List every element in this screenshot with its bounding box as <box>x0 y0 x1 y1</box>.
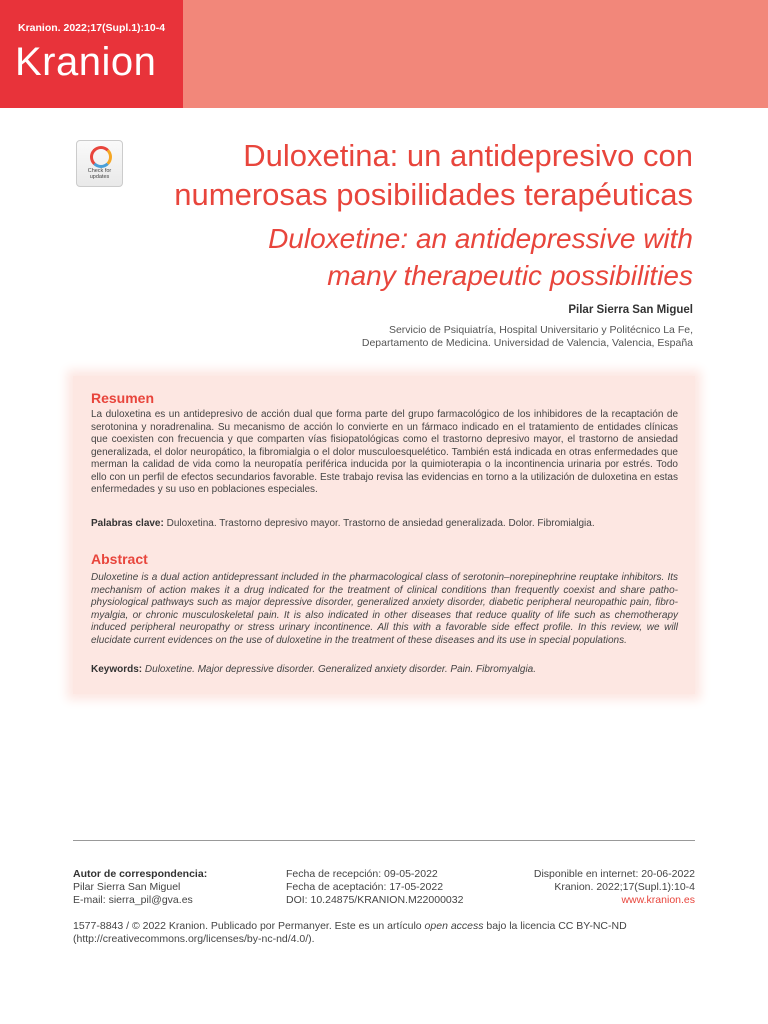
correspondence-block <box>73 868 207 907</box>
dates-block <box>286 868 463 907</box>
journal-logo: Kranion <box>15 40 157 84</box>
author-affiliation <box>193 324 693 350</box>
title-en-line2: many therapeutic possibilities <box>327 260 693 291</box>
availability-block <box>534 868 695 907</box>
abstract-heading: Abstract <box>91 551 148 567</box>
footer-divider <box>73 840 695 841</box>
corr-label: Autor de correspondencia: <box>73 868 208 880</box>
resumen-body: La duloxetina es un antidepresivo de acción dual que forma parte del grupo farmacológico de los inhibidores de la recaptación de serotonina y noradrenalina. Su mecanismo de acción lo convierte en un fármaco indicado en el tratamiento de entidades clínicas que coexisten con frecuencia y que comparten vías fisiopatológicas como el trastorno depresivo mayor, el trastorno de ansiedad generalizada, el dolor neuropático, la fibromialgia o el dolor musculoesquelético. También está indicada en otras enfermedades que merman la calidad de vida como la neuropatía periférica inducida por la quimioterapia o la incontinencia urinaria por estrés. Todo ello con un perfil de efectos secundarios favorable. Este trabajo revisa las evidencias en torno a la utilización de duloxetina en estas enfermedades y su uso en poblaciones especiales. <box>91 409 678 495</box>
abstract-body: Duloxetine is a dual action antidepressant included in the pharmacological class of serotonin–norepinephrine reuptake inhibitors. Its mechanism of action makes it a drug indicated for the treatment of clinical conditions than frequently coexist and share pathophysiological pathways such as major depressive disorder, generalized anxiety disorder, diabetic peripheral neuropathic pain, fibromyalgia, or chronic musculoskeletal pain. It is also indicated in other diseases that reduce quality of life such as chemotherapy induced peripheral neuropathy or stress urinary incontinence. All this with a favorable side effect profile. In this review, we will elucidate current evidences on the use of duloxetine in the treatment of these diseases and its use in special populations. <box>91 572 678 646</box>
crossmark-icon <box>90 146 112 168</box>
corr-email[interactable]: E-mail: sierra_pil@gva.es <box>73 894 193 906</box>
keywords-es: Duloxetina. Trastorno depresivo mayor. Trastorno de ansiedad generalizada. Dolor. Fibromialgia. <box>166 518 595 529</box>
corr-name: Pilar Sierra San Miguel <box>73 881 181 893</box>
badge-line2: updates <box>89 174 110 180</box>
resumen-heading: Resumen <box>91 390 155 406</box>
license-url[interactable]: (http://creativecommons.org/licenses/by-nc-nd/4.0/). <box>73 933 315 945</box>
footer-citation: Kranion. 2022;17(Supl.1):10-4 <box>554 881 695 893</box>
open-access-text: open access <box>424 920 484 932</box>
badge-line1: Check for <box>87 168 112 174</box>
online-date: Disponible en internet: 20-06-2022 <box>533 868 695 880</box>
keywords-label-es: Palabras clave: <box>91 518 164 529</box>
license-part2: bajo la licencia CC BY-NC-ND <box>483 920 627 932</box>
header-salmon-band <box>183 0 768 108</box>
journal-citation: Kranion. 2022;17(Supl.1):10-4 <box>18 22 166 34</box>
doi[interactable]: DOI: 10.24875/KRANION.M22000032 <box>286 894 464 906</box>
affiliation-line1: Servicio de Psiquiatría, Hospital Universitario y Politécnico La Fe, <box>388 324 693 336</box>
title-es-line2: numerosas posibilidades terapéuticas <box>174 177 693 212</box>
accepted-date: Fecha de aceptación: 17-05-2022 <box>286 881 444 893</box>
resumen-keywords <box>91 518 678 529</box>
article-title-en <box>113 220 693 294</box>
affiliation-line2: Departamento de Medicina. Universidad de Valencia, Valencia, España <box>361 337 693 349</box>
license-part1: 1577-8843 / © 2022 Kranion. Publicado por Permanyer. Este es un artículo <box>73 920 425 932</box>
title-en-line1: Duloxetine: an antidepressive with <box>268 223 693 254</box>
website-link[interactable]: www.kranion.es <box>621 894 695 906</box>
author-name: Pilar Sierra San Miguel <box>568 304 693 316</box>
article-title-es <box>113 136 693 214</box>
keywords-label-en: Keywords: <box>91 664 143 675</box>
abstract-keywords <box>91 664 678 675</box>
title-es-line1: Duloxetina: un antidepresivo con <box>243 138 693 173</box>
received-date: Fecha de recepción: 09-05-2022 <box>286 868 438 880</box>
license-notice <box>73 920 695 946</box>
keywords-en: Duloxetine. Major depressive disorder. Generalized anxiety disorder. Pain. Fibromyalgia. <box>144 664 537 675</box>
